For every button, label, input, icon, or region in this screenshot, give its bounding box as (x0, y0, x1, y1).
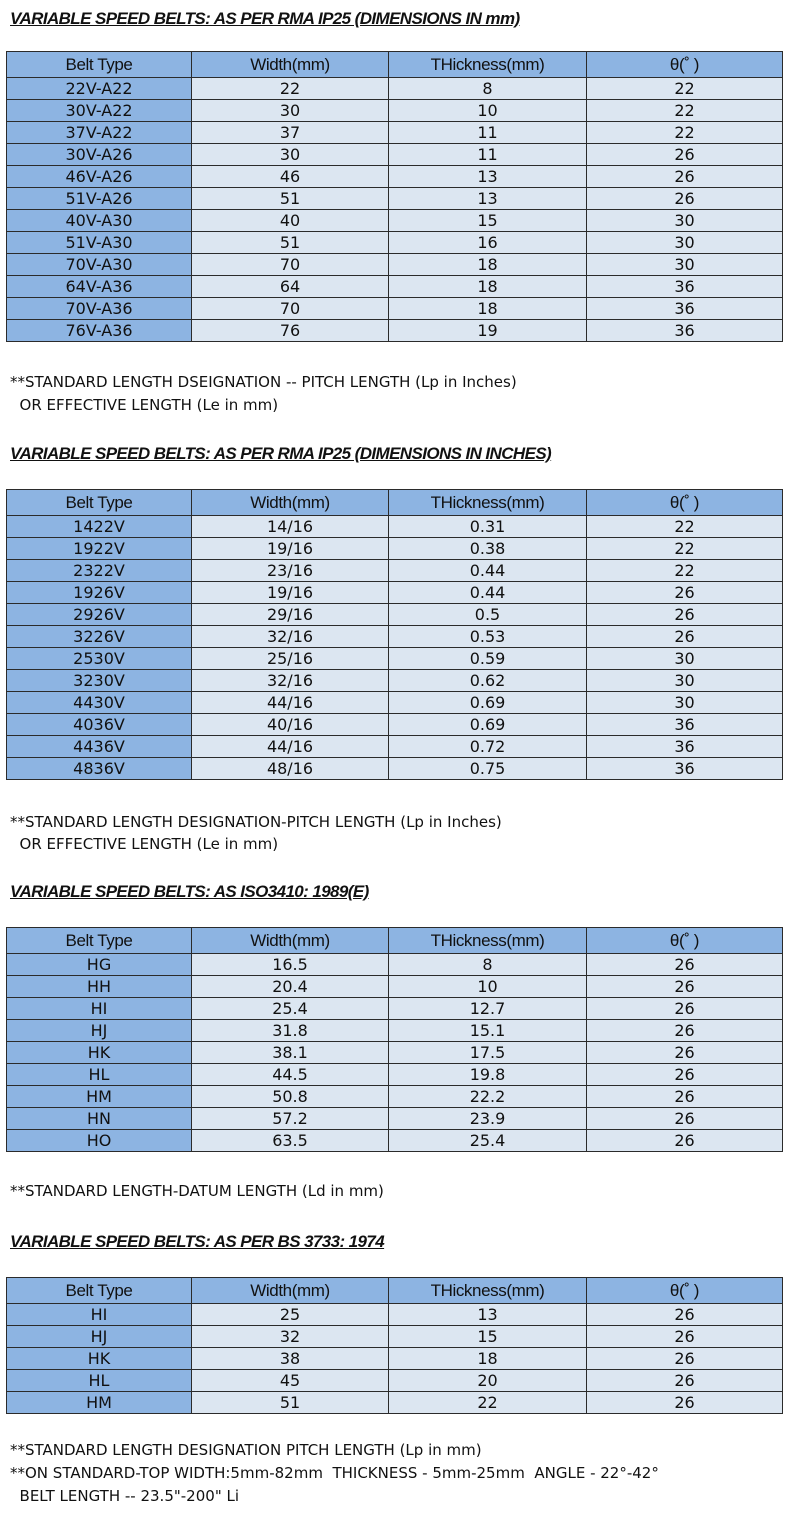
table-row (7, 692, 783, 714)
cell-thickness: 0.69 (389, 714, 587, 736)
cell-belt-type: HL (7, 1064, 192, 1086)
cell-belt-type: 3226V (7, 626, 192, 648)
table-row (7, 210, 783, 232)
cell-angle: 30 (587, 692, 783, 714)
cell-angle: 26 (587, 1370, 783, 1392)
header-thickness: THickness(mm) (389, 490, 587, 516)
table-row (7, 714, 783, 736)
header-width: Width(mm) (192, 490, 389, 516)
cell-width: 19/16 (192, 582, 389, 604)
table-row (7, 166, 783, 188)
cell-thickness: 10 (389, 976, 587, 998)
table-row (7, 954, 783, 976)
cell-belt-type: 1422V (7, 516, 192, 538)
cell-thickness: 12.7 (389, 998, 587, 1020)
header-row (7, 928, 783, 954)
header-row (7, 1278, 783, 1304)
table-row (7, 1392, 783, 1414)
table-row (7, 1130, 783, 1152)
cell-width: 31.8 (192, 1020, 389, 1042)
cell-belt-type: HG (7, 954, 192, 976)
cell-angle: 22 (587, 538, 783, 560)
header-thickness: THickness(mm) (389, 1278, 587, 1304)
cell-width: 23/16 (192, 560, 389, 582)
cell-width: 30 (192, 100, 389, 122)
cell-thickness: 13 (389, 188, 587, 210)
cell-thickness: 15.1 (389, 1020, 587, 1042)
cell-width: 51 (192, 232, 389, 254)
header-row (7, 52, 783, 78)
cell-thickness: 15 (389, 210, 587, 232)
header-belt-type: Belt Type (7, 1278, 192, 1304)
header-angle: θ(˚ ) (587, 1278, 783, 1304)
cell-thickness: 8 (389, 954, 587, 976)
cell-width: 64 (192, 276, 389, 298)
table-row (7, 648, 783, 670)
cell-thickness: 19 (389, 320, 587, 342)
table-row (7, 1370, 783, 1392)
cell-belt-type: HK (7, 1348, 192, 1370)
cell-thickness: 25.4 (389, 1130, 587, 1152)
table-row (7, 276, 783, 298)
table-row (7, 516, 783, 538)
cell-thickness: 0.59 (389, 648, 587, 670)
cell-angle: 26 (587, 1304, 783, 1326)
table-row (7, 604, 783, 626)
cell-thickness: 8 (389, 78, 587, 100)
section-title-iso3410: VARIABLE SPEED BELTS: AS ISO3410: 1989(E) (10, 882, 369, 901)
cell-thickness: 17.5 (389, 1042, 587, 1064)
cell-belt-type: 40V-A30 (7, 210, 192, 232)
table-header (7, 490, 783, 516)
belt-table-bs3733 (6, 1277, 783, 1414)
cell-thickness: 10 (389, 100, 587, 122)
cell-belt-type: 2926V (7, 604, 192, 626)
cell-width: 70 (192, 298, 389, 320)
cell-angle: 22 (587, 560, 783, 582)
cell-width: 44/16 (192, 692, 389, 714)
cell-belt-type: HM (7, 1392, 192, 1414)
header-row (7, 490, 783, 516)
cell-width: 19/16 (192, 538, 389, 560)
cell-angle: 22 (587, 78, 783, 100)
cell-angle: 26 (587, 604, 783, 626)
table-row (7, 998, 783, 1020)
cell-thickness: 19.8 (389, 1064, 587, 1086)
header-angle: θ(˚ ) (587, 490, 783, 516)
cell-angle: 22 (587, 516, 783, 538)
cell-thickness: 0.53 (389, 626, 587, 648)
cell-angle: 26 (587, 1064, 783, 1086)
cell-width: 40 (192, 210, 389, 232)
cell-width: 44/16 (192, 736, 389, 758)
table-row (7, 560, 783, 582)
table-body (7, 78, 783, 342)
table-row (7, 122, 783, 144)
cell-width: 46 (192, 166, 389, 188)
cell-width: 32/16 (192, 626, 389, 648)
cell-thickness: 18 (389, 276, 587, 298)
cell-thickness: 18 (389, 298, 587, 320)
cell-angle: 36 (587, 736, 783, 758)
cell-width: 25 (192, 1304, 389, 1326)
cell-belt-type: 30V-A26 (7, 144, 192, 166)
cell-thickness: 0.44 (389, 582, 587, 604)
cell-angle: 26 (587, 976, 783, 998)
table-row (7, 670, 783, 692)
cell-belt-type: HN (7, 1108, 192, 1130)
cell-belt-type: 1922V (7, 538, 192, 560)
cell-angle: 36 (587, 758, 783, 780)
cell-angle: 26 (587, 188, 783, 210)
header-belt-type: Belt Type (7, 490, 192, 516)
cell-angle: 22 (587, 122, 783, 144)
cell-belt-type: 22V-A22 (7, 78, 192, 100)
table-row (7, 1086, 783, 1108)
header-thickness: THickness(mm) (389, 52, 587, 78)
cell-belt-type: 4036V (7, 714, 192, 736)
cell-belt-type: 4430V (7, 692, 192, 714)
table-row (7, 1304, 783, 1326)
cell-angle: 30 (587, 254, 783, 276)
cell-belt-type: 64V-A36 (7, 276, 192, 298)
cell-width: 70 (192, 254, 389, 276)
cell-belt-type: HJ (7, 1326, 192, 1348)
table-row (7, 1348, 783, 1370)
cell-angle: 26 (587, 144, 783, 166)
cell-angle: 26 (587, 1392, 783, 1414)
table-row (7, 100, 783, 122)
cell-thickness: 23.9 (389, 1108, 587, 1130)
table-body (7, 1304, 783, 1414)
cell-width: 48/16 (192, 758, 389, 780)
cell-angle: 26 (587, 1020, 783, 1042)
cell-width: 30 (192, 144, 389, 166)
cell-width: 37 (192, 122, 389, 144)
table-row (7, 736, 783, 758)
belt-table-iso3410 (6, 927, 783, 1152)
cell-width: 25/16 (192, 648, 389, 670)
cell-width: 57.2 (192, 1108, 389, 1130)
cell-belt-type: 76V-A36 (7, 320, 192, 342)
cell-thickness: 11 (389, 144, 587, 166)
cell-angle: 26 (587, 166, 783, 188)
table-header (7, 1278, 783, 1304)
cell-angle: 36 (587, 320, 783, 342)
cell-width: 38.1 (192, 1042, 389, 1064)
cell-width: 40/16 (192, 714, 389, 736)
cell-thickness: 22.2 (389, 1086, 587, 1108)
cell-width: 25.4 (192, 998, 389, 1020)
header-width: Width(mm) (192, 52, 389, 78)
table-row (7, 1064, 783, 1086)
cell-angle: 26 (587, 1086, 783, 1108)
cell-width: 22 (192, 78, 389, 100)
cell-thickness: 0.75 (389, 758, 587, 780)
cell-angle: 26 (587, 1348, 783, 1370)
cell-thickness: 18 (389, 254, 587, 276)
cell-belt-type: 70V-A30 (7, 254, 192, 276)
cell-angle: 26 (587, 1326, 783, 1348)
note-bs3733-line-2: **ON STANDARD-TOP WIDTH:5mm-82mm THICKNESS - 5mm-25mm ANGLE - 22°-42° (10, 1464, 659, 1482)
cell-width: 45 (192, 1370, 389, 1392)
cell-angle: 30 (587, 648, 783, 670)
table-row (7, 582, 783, 604)
header-width: Width(mm) (192, 1278, 389, 1304)
cell-thickness: 13 (389, 1304, 587, 1326)
cell-belt-type: HJ (7, 1020, 192, 1042)
table-row (7, 976, 783, 998)
header-angle: θ(˚ ) (587, 928, 783, 954)
cell-width: 20.4 (192, 976, 389, 998)
cell-thickness: 0.44 (389, 560, 587, 582)
section-title-bs3733: VARIABLE SPEED BELTS: AS PER BS 3733: 1974 (10, 1232, 385, 1251)
cell-thickness: 0.62 (389, 670, 587, 692)
cell-thickness: 0.38 (389, 538, 587, 560)
table-header (7, 928, 783, 954)
cell-width: 51 (192, 188, 389, 210)
note-iso3410-line-1: **STANDARD LENGTH-DATUM LENGTH (Ld in mm) (10, 1182, 384, 1200)
note-bs3733-line-3: BELT LENGTH -- 23.5"-200" Li (10, 1487, 240, 1505)
cell-belt-type: 46V-A26 (7, 166, 192, 188)
table-header (7, 52, 783, 78)
cell-thickness: 16 (389, 232, 587, 254)
header-angle: θ(˚ ) (587, 52, 783, 78)
cell-belt-type: 2530V (7, 648, 192, 670)
cell-angle: 36 (587, 298, 783, 320)
cell-angle: 22 (587, 100, 783, 122)
cell-belt-type: 30V-A22 (7, 100, 192, 122)
cell-angle: 26 (587, 1108, 783, 1130)
cell-belt-type: 4436V (7, 736, 192, 758)
table-row (7, 1108, 783, 1130)
section-title-rma-inches: VARIABLE SPEED BELTS: AS PER RMA IP25 (DIMENSIONS IN INCHES) (10, 444, 552, 463)
note-rma-inches-line-1: **STANDARD LENGTH DESIGNATION-PITCH LENGTH (Lp in Inches) (10, 813, 502, 831)
cell-belt-type: 51V-A30 (7, 232, 192, 254)
table-row (7, 298, 783, 320)
table-row (7, 78, 783, 100)
table-row (7, 538, 783, 560)
cell-belt-type: 70V-A36 (7, 298, 192, 320)
cell-belt-type: HO (7, 1130, 192, 1152)
cell-width: 32/16 (192, 670, 389, 692)
cell-width: 51 (192, 1392, 389, 1414)
table-row (7, 758, 783, 780)
cell-angle: 26 (587, 998, 783, 1020)
cell-belt-type: 3230V (7, 670, 192, 692)
cell-belt-type: HH (7, 976, 192, 998)
table-row (7, 188, 783, 210)
cell-angle: 26 (587, 1042, 783, 1064)
cell-thickness: 0.5 (389, 604, 587, 626)
cell-thickness: 13 (389, 166, 587, 188)
cell-angle: 30 (587, 670, 783, 692)
cell-angle: 30 (587, 232, 783, 254)
cell-width: 14/16 (192, 516, 389, 538)
header-thickness: THickness(mm) (389, 928, 587, 954)
table-row (7, 1020, 783, 1042)
cell-width: 63.5 (192, 1130, 389, 1152)
cell-angle: 36 (587, 276, 783, 298)
table-row (7, 144, 783, 166)
cell-thickness: 22 (389, 1392, 587, 1414)
note-rma-inches-line-2: OR EFFECTIVE LENGTH (Le in mm) (10, 835, 279, 853)
cell-belt-type: HI (7, 998, 192, 1020)
cell-angle: 26 (587, 954, 783, 976)
cell-width: 76 (192, 320, 389, 342)
cell-thickness: 11 (389, 122, 587, 144)
header-belt-type: Belt Type (7, 928, 192, 954)
cell-belt-type: 37V-A22 (7, 122, 192, 144)
cell-belt-type: HL (7, 1370, 192, 1392)
section-title-rma-mm: VARIABLE SPEED BELTS: AS PER RMA IP25 (DIMENSIONS IN mm) (10, 9, 520, 28)
table-row (7, 1326, 783, 1348)
cell-belt-type: HK (7, 1042, 192, 1064)
cell-belt-type: 4836V (7, 758, 192, 780)
table-row (7, 232, 783, 254)
table-row (7, 320, 783, 342)
cell-width: 50.8 (192, 1086, 389, 1108)
cell-thickness: 0.69 (389, 692, 587, 714)
cell-thickness: 0.31 (389, 516, 587, 538)
cell-width: 38 (192, 1348, 389, 1370)
cell-thickness: 20 (389, 1370, 587, 1392)
note-bs3733-line-1: **STANDARD LENGTH DESIGNATION PITCH LENGTH (Lp in mm) (10, 1441, 482, 1459)
table-body (7, 516, 783, 780)
cell-width: 44.5 (192, 1064, 389, 1086)
cell-width: 16.5 (192, 954, 389, 976)
cell-thickness: 15 (389, 1326, 587, 1348)
cell-angle: 36 (587, 714, 783, 736)
cell-angle: 30 (587, 210, 783, 232)
cell-width: 32 (192, 1326, 389, 1348)
header-width: Width(mm) (192, 928, 389, 954)
note-rma-mm-line-1: **STANDARD LENGTH DSEIGNATION -- PITCH LENGTH (Lp in Inches) (10, 373, 517, 391)
cell-thickness: 18 (389, 1348, 587, 1370)
cell-angle: 26 (587, 626, 783, 648)
cell-belt-type: 1926V (7, 582, 192, 604)
belt-table-rma-inches (6, 489, 783, 780)
cell-belt-type: HI (7, 1304, 192, 1326)
belt-table-rma-mm (6, 51, 783, 342)
note-rma-mm-line-2: OR EFFECTIVE LENGTH (Le in mm) (10, 396, 279, 414)
table-row (7, 1042, 783, 1064)
cell-width: 29/16 (192, 604, 389, 626)
cell-belt-type: 51V-A26 (7, 188, 192, 210)
table-body (7, 954, 783, 1152)
cell-thickness: 0.72 (389, 736, 587, 758)
table-row (7, 254, 783, 276)
header-belt-type: Belt Type (7, 52, 192, 78)
cell-belt-type: 2322V (7, 560, 192, 582)
cell-angle: 26 (587, 582, 783, 604)
cell-belt-type: HM (7, 1086, 192, 1108)
table-row (7, 626, 783, 648)
cell-angle: 26 (587, 1130, 783, 1152)
